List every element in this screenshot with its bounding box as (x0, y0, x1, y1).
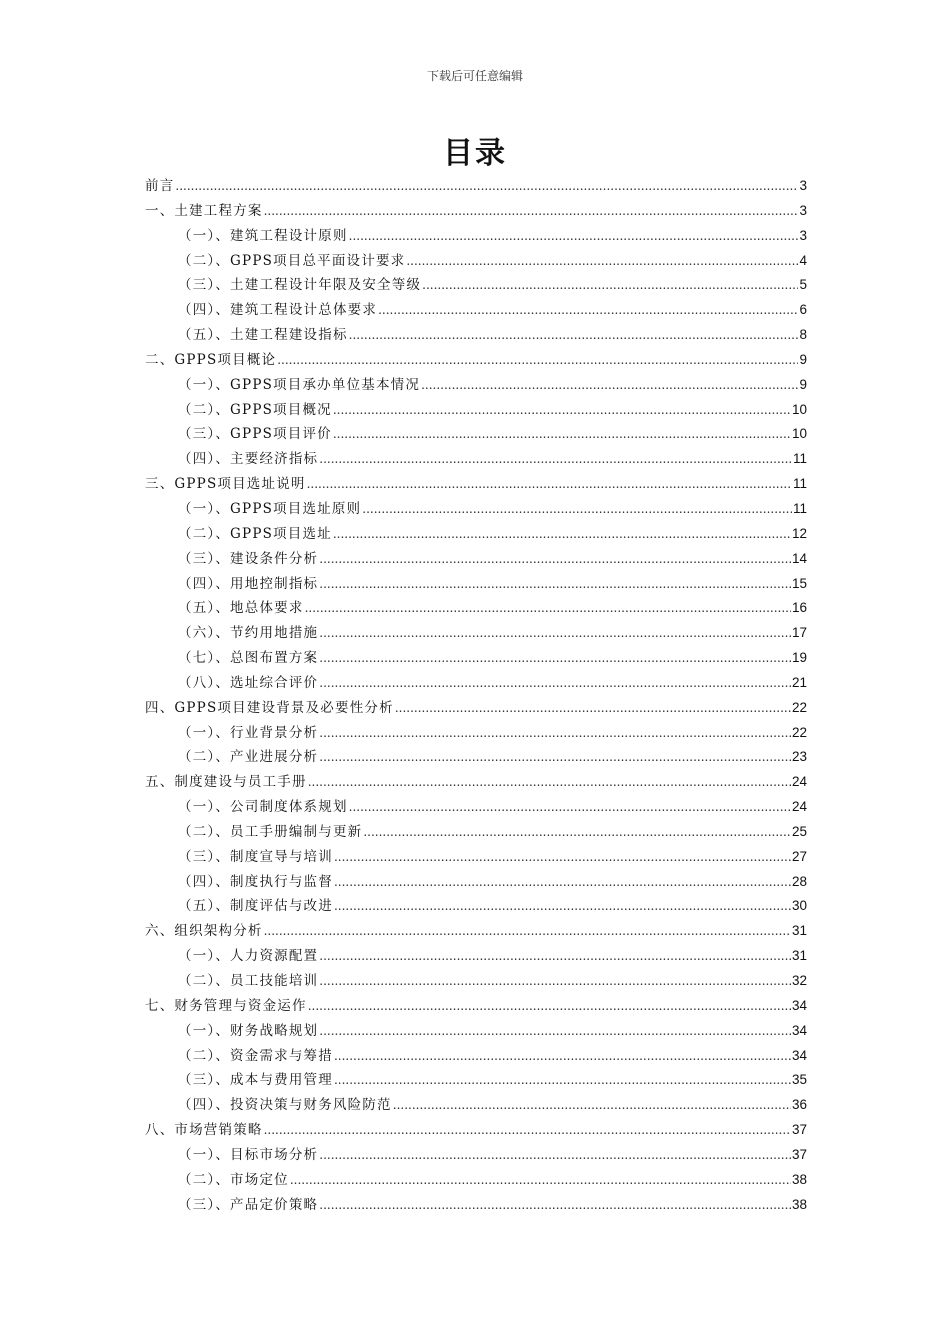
toc-entry[interactable] (145, 1068, 807, 1093)
header-note: 下载后可任意编辑 (426, 69, 523, 83)
toc-entry[interactable] (145, 373, 807, 398)
toc-leader-dots (334, 845, 791, 870)
toc-leader-dots (319, 572, 791, 597)
toc-entry-page: 34 (791, 997, 807, 1013)
toc-entry[interactable] (145, 1118, 807, 1143)
toc-entry[interactable] (145, 323, 807, 348)
toc-entry-title: （四）、建筑工程设计总体要求 (178, 302, 378, 319)
toc-entry-title: 二、GPPS项目概论 (145, 351, 277, 368)
toc-entry-title: （一）、目标市场分析 (178, 1146, 319, 1163)
toc-leader-dots (290, 1168, 791, 1193)
table-of-contents (145, 174, 807, 1217)
toc-entry-page: 37 (791, 1146, 807, 1162)
toc-entry-page: 22 (791, 699, 807, 715)
toc-entry-title: （二）、员工手册编制与更新 (178, 823, 363, 840)
toc-leader-dots (264, 919, 791, 944)
toc-leader-dots (319, 745, 791, 770)
toc-entry-page: 22 (791, 724, 807, 740)
toc-entry-title: 七、财务管理与资金运作 (145, 997, 307, 1014)
toc-entry-page: 38 (791, 1171, 807, 1187)
toc-leader-dots (319, 547, 791, 572)
toc-entry[interactable] (145, 348, 807, 373)
toc-entry-page: 36 (791, 1097, 807, 1113)
toc-entry[interactable] (145, 646, 807, 671)
toc-leader-dots (333, 522, 791, 547)
toc-entry-page: 31 (791, 923, 807, 939)
toc-entry-page: 17 (791, 625, 807, 641)
toc-entry[interactable] (145, 1143, 807, 1168)
toc-entry-page: 3 (799, 178, 807, 193)
toc-entry-page: 9 (799, 351, 807, 367)
toc-entry-title: （四）、主要经济指标 (178, 451, 319, 468)
toc-entry-page: 12 (791, 525, 807, 541)
toc-leader-dots (319, 944, 791, 969)
toc-entry-page: 19 (791, 650, 807, 666)
toc-leader-dots (319, 1143, 791, 1168)
toc-entry[interactable] (145, 671, 807, 696)
toc-leader-dots (319, 646, 791, 671)
toc-entry[interactable] (145, 273, 807, 298)
toc-entry-page: 11 (792, 476, 807, 492)
toc-entry[interactable] (145, 572, 807, 597)
toc-entry[interactable] (145, 994, 807, 1019)
toc-entry-title: （五）、土建工程建设指标 (178, 327, 348, 344)
toc-leader-dots (334, 894, 791, 919)
toc-entry-title: 六、组织架构分析 (145, 923, 263, 940)
toc-entry-title: （二）、GPPS项目概况 (178, 401, 332, 418)
toc-leader-dots (319, 1193, 791, 1218)
toc-entry-title: （二）、产业进展分析 (178, 749, 319, 766)
toc-entry[interactable] (145, 696, 807, 721)
toc-entry-title: （一）、财务战略规划 (178, 1022, 319, 1039)
toc-entry[interactable] (145, 770, 807, 795)
toc-entry-page: 11 (792, 451, 807, 467)
toc-leader-dots (333, 422, 791, 447)
toc-entry-title: （四）、用地控制指标 (178, 575, 319, 592)
toc-leader-dots (319, 721, 791, 746)
toc-entry-title: 八、市场营销策略 (145, 1122, 263, 1139)
toc-leader-dots (264, 1118, 791, 1143)
toc-entry-page: 34 (791, 1022, 807, 1038)
toc-leader-dots (334, 870, 791, 895)
toc-entry-page: 6 (799, 302, 807, 318)
toc-leader-dots (319, 447, 792, 472)
toc-entry[interactable] (145, 249, 807, 274)
toc-entry-page: 27 (791, 848, 807, 864)
toc-leader-dots (349, 323, 799, 348)
toc-entry-page: 25 (791, 823, 807, 839)
toc-entry-title: （三）、土建工程设计年限及安全等级 (178, 277, 422, 294)
toc-entry-title: （一）、建筑工程设计原则 (178, 227, 348, 244)
toc-entry-page: 10 (791, 426, 807, 442)
toc-leader-dots (307, 472, 792, 497)
toc-leader-dots (264, 199, 799, 224)
toc-leader-dots (422, 273, 798, 298)
toc-leader-dots (333, 398, 791, 423)
toc-entry[interactable] (145, 1193, 807, 1218)
toc-entry[interactable] (145, 472, 807, 497)
toc-entry-page: 8 (799, 327, 807, 343)
toc-entry-title: 三、GPPS项目选址说明 (145, 476, 306, 493)
toc-entry[interactable] (145, 894, 807, 919)
toc-entry[interactable] (145, 969, 807, 994)
toc-entry-title: （三）、GPPS项目评价 (178, 426, 332, 443)
toc-entry[interactable] (145, 944, 807, 969)
toc-entry-page: 24 (791, 799, 807, 815)
toc-leader-dots (319, 1019, 791, 1044)
toc-leader-dots (305, 596, 791, 621)
toc-entry[interactable] (145, 596, 807, 621)
toc-entry-page: 14 (791, 550, 807, 566)
toc-leader-dots (319, 969, 791, 994)
toc-leader-dots (308, 994, 791, 1019)
toc-leader-dots (349, 795, 791, 820)
toc-leader-dots (334, 1068, 791, 1093)
toc-entry-page: 38 (791, 1196, 807, 1212)
toc-entry-title: （三）、建设条件分析 (178, 550, 319, 567)
toc-entry-page: 31 (791, 948, 807, 964)
toc-entry[interactable] (145, 1093, 807, 1118)
toc-entry-title: （二）、GPPS项目总平面设计要求 (178, 252, 406, 269)
toc-leader-dots (378, 298, 798, 323)
toc-entry[interactable] (145, 447, 807, 472)
toc-entry[interactable] (145, 422, 807, 447)
toc-leader-dots (349, 224, 799, 249)
toc-entry[interactable] (145, 298, 807, 323)
toc-entry-title: （四）、投资决策与财务风险防范 (178, 1097, 392, 1114)
toc-entry-title: （一）、GPPS项目选址原则 (178, 500, 362, 517)
toc-leader-dots (277, 348, 798, 373)
toc-entry[interactable] (145, 224, 807, 249)
toc-entry-title: （一）、人力资源配置 (178, 948, 319, 965)
toc-leader-dots (363, 820, 791, 845)
toc-entry-page: 23 (791, 749, 807, 765)
toc-entry-title: （二）、市场定位 (178, 1171, 289, 1188)
toc-leader-dots (362, 497, 792, 522)
toc-entry[interactable] (145, 721, 807, 746)
toc-entry[interactable] (145, 1168, 807, 1193)
toc-entry-page: 11 (792, 500, 807, 516)
toc-entry-page: 16 (791, 600, 807, 616)
toc-entry-page: 30 (791, 898, 807, 914)
toc-entry-title: （六）、节约用地措施 (178, 625, 319, 642)
toc-entry[interactable] (145, 745, 807, 770)
toc-entry[interactable] (145, 547, 807, 572)
toc-entry-title: （八）、选址综合评价 (178, 674, 319, 691)
toc-entry-page: 15 (791, 575, 807, 591)
toc-entry-title: 五、制度建设与员工手册 (145, 774, 307, 791)
toc-title: 目录 (443, 136, 507, 171)
toc-entry-page: 24 (791, 774, 807, 790)
toc-entry[interactable] (145, 174, 807, 199)
toc-entry-title: （三）、制度宣导与培训 (178, 848, 333, 865)
toc-entry-page: 9 (799, 376, 807, 392)
toc-leader-dots (319, 621, 791, 646)
toc-entry[interactable] (145, 845, 807, 870)
toc-entry[interactable] (145, 621, 807, 646)
toc-entry-title: （一）、GPPS项目承办单位基本情况 (178, 376, 421, 393)
toc-entry[interactable] (145, 870, 807, 895)
toc-entry-title: （五）、制度评估与改进 (178, 898, 333, 915)
toc-entry-title: （二）、员工技能培训 (178, 973, 319, 989)
toc-leader-dots (319, 671, 791, 696)
toc-entry-title: （二）、GPPS项目选址 (178, 525, 332, 542)
toc-entry-title: 四、GPPS项目建设背景及必要性分析 (145, 699, 394, 716)
toc-leader-dots (406, 249, 798, 274)
toc-entry-title: （四）、制度执行与监督 (178, 873, 333, 890)
toc-entry[interactable] (145, 1044, 807, 1069)
toc-entry-title: （五）、地总体要求 (178, 600, 304, 617)
toc-entry-title: （二）、资金需求与筹措 (178, 1047, 333, 1064)
toc-entry[interactable] (145, 522, 807, 547)
toc-entry-page: 34 (791, 1047, 807, 1063)
toc-leader-dots (395, 696, 791, 721)
toc-entry-page: 37 (791, 1122, 807, 1138)
toc-entry-page: 21 (791, 674, 807, 690)
toc-leader-dots (308, 770, 791, 795)
toc-entry-page: 3 (799, 202, 807, 218)
toc-entry-page: 3 (799, 227, 807, 243)
toc-entry[interactable] (145, 820, 807, 845)
toc-leader-dots (421, 373, 798, 398)
toc-leader-dots (175, 174, 798, 199)
toc-entry[interactable] (145, 919, 807, 944)
toc-entry-page: 4 (799, 252, 807, 268)
toc-entry[interactable] (145, 497, 807, 522)
toc-entry-title: 前言 (145, 178, 175, 194)
toc-entry-title: （一）、公司制度体系规划 (178, 799, 348, 816)
toc-leader-dots (334, 1044, 791, 1069)
toc-entry-page: 10 (791, 401, 807, 417)
toc-entry-title: （三）、成本与费用管理 (178, 1072, 333, 1089)
toc-entry-page: 32 (791, 973, 807, 988)
toc-entry-page: 5 (799, 277, 807, 293)
toc-entry[interactable] (145, 1019, 807, 1044)
toc-entry-title: 一、土建工程方案 (145, 202, 263, 219)
toc-entry-title: （七）、总图布置方案 (178, 650, 319, 667)
toc-leader-dots (393, 1093, 791, 1118)
toc-entry[interactable] (145, 398, 807, 423)
toc-entry[interactable] (145, 795, 807, 820)
toc-entry-page: 28 (791, 873, 807, 889)
toc-entry-title: （一）、行业背景分析 (178, 724, 319, 741)
toc-entry-page: 35 (791, 1072, 807, 1088)
toc-entry[interactable] (145, 199, 807, 224)
toc-entry-title: （三）、产品定价策略 (178, 1196, 319, 1213)
